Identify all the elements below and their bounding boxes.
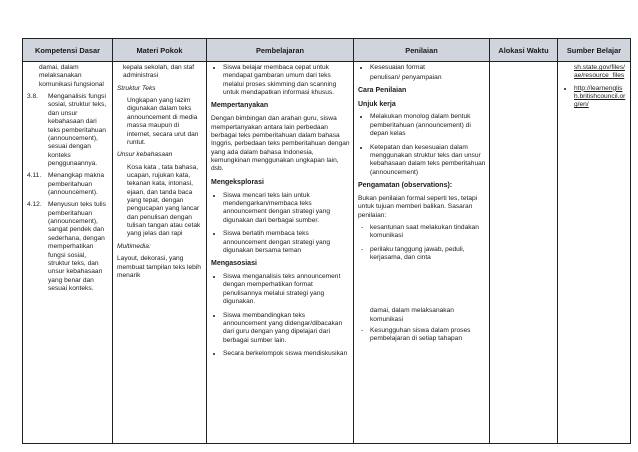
header-row (23, 39, 631, 62)
list-item: • Ketepatan dan kesesuaian dalam menggunakan struktur teks dan unsur kebahasaan dalam teks pemberitahuan (announcement) (370, 144, 486, 177)
mp-section-body: Kosa kata , tata bahasa, ucapan, rujukan kata, tekanan kata, intonasi, ejaan, dan tanda baca yang tepat, dengan pengucapan yang lancar dan penulisan dengan tulisan tangan atau cetak yang jelas dan rapi (127, 163, 201, 238)
list-item: • Secara berkelompok siswa mendiskusikan (223, 350, 350, 358)
pn-continuation: damai, dalam melaksanakan komunikasi (370, 307, 454, 323)
sb-list (562, 85, 627, 110)
pb-heading-mempertanyakan: Mempertanyakan (211, 102, 269, 110)
mp-section-title: Multimedia: (117, 242, 151, 250)
pn-paragraph: Bukan penilaian formal seperti tes, tetapi untuk tujuan memberi balikan. Sasaran penilaian: (358, 194, 478, 219)
kd-number: 4.12. (27, 201, 42, 209)
pn-list-sasaran (358, 224, 486, 262)
list-item (574, 85, 627, 110)
list-item: - Kesungguhan siswa dalam proses pembelajaran di setiap tahapan (370, 327, 486, 344)
header-kompetensi-dasar: Kompetensi Dasar (23, 39, 113, 62)
pn-heading-pengamatan: Pengamatan (observations): (358, 181, 453, 189)
pn-top-cont: penulisan/ penyampaian (370, 74, 442, 82)
kd-item (27, 201, 109, 293)
header-penilaian: Penilaian (354, 39, 490, 62)
header-materi-pokok: Materi Pokok (113, 39, 207, 62)
mp-section-body: Layout, dekorasi, yang membuat tampilan teks lebih menarik (117, 255, 201, 279)
cell-pembelajaran (207, 62, 354, 444)
list-item: • Siswa mencari teks lain untuk mendengarkan/membaca teks announcement dengan strategi yang digunakan dari berbagai sumber. (223, 192, 350, 225)
mp-continuation: kepala sekolah, dan staf administrasi (123, 64, 195, 80)
kd-text: Menangkap makna pemberitahuan (announcement). (48, 172, 105, 197)
syllabus-table (22, 38, 631, 444)
header-pembelajaran: Pembelajaran (207, 39, 354, 62)
cell-sumber-belajar (558, 62, 631, 444)
kd-item (27, 93, 109, 168)
pn-list-top (358, 64, 486, 72)
content-row (23, 62, 631, 444)
pb-list-intro (211, 64, 350, 97)
pb-heading-mengeksplorasi: Mengeksplorasi (211, 178, 264, 186)
mp-section-body: Ungkapan yang lazim digunakan dalam teks announcement di media massa maupun di internet, secara urut dan runtut. (127, 97, 199, 146)
pn-list-unjuk (358, 113, 486, 177)
cell-penilaian (354, 62, 490, 444)
resource-link[interactable]: sh.state.gov/files/ae/resource_files (574, 64, 625, 80)
kd-text: Menyusun teks tulis pemberitahuan (announcement), sangat pendek dan sederhana, dengan memperhatikan fungsi sosial, struktur teks, dan unsur kebahasaan yang benar dan sesuai konteks. (48, 201, 106, 292)
resource-link[interactable]: http://learnenglish.britishcouncil.org/en/ (574, 84, 626, 109)
list-item: • Siswa berlatih membaca teks announcement dengan strategi yang digunakan bersama teman (223, 230, 350, 255)
list-item: • Siswa belajar membaca cepat untuk mendapat gambaran umum dari teks melalui proses skimming dan scanning untuk mendapatkan informasi khusus. (223, 64, 350, 97)
pb-list-asosiasi (211, 273, 350, 358)
header-sumber-belajar: Sumber Belajar (558, 39, 631, 62)
kd-text: Menganalisis fungsi sosial, struktur teks, dan unsur kebahasaan dari teks pemberitahuan (announcement), sesuai dengan konteks penggunaannya. (48, 93, 107, 167)
list-item: • Kesesuaian format (370, 64, 486, 72)
pb-heading-mengasosiasi: Mengasosiasi (211, 260, 257, 268)
kd-item (27, 172, 109, 197)
kd-number: 4.11. (27, 172, 42, 180)
kd-number: 3.8. (27, 93, 38, 101)
cell-kompetensi-dasar (23, 62, 113, 444)
cell-materi-pokok (113, 62, 207, 444)
list-item: - perilaku tanggung jawab, peduli, kerjasama, dan cinta (370, 246, 486, 263)
cell-alokasi-waktu (490, 62, 558, 444)
mp-section-title: Unsur kebahasaan (117, 151, 173, 159)
list-item: • Siswa menganalisis teks announcement dengan memperhatikan format penulisannya melalui strategi yang digunakan. (223, 273, 350, 306)
pn-heading-unjuk: Unjuk kerja (358, 100, 396, 108)
pn-heading-cara: Cara Penilaian (358, 86, 407, 94)
kd-continuation: damai, dalam melaksanakan komunikasi fungsional (39, 64, 104, 88)
list-item: - kesantunan saat melakukan tindakan komunikasi (370, 224, 486, 241)
mp-section-title: Struktur Teks (117, 84, 156, 92)
list-item: • Melakukan monolog dalam bentuk pemberitahuan (announcement) di depan kelas (370, 113, 486, 138)
header-alokasi-waktu: Alokasi Waktu (490, 39, 558, 62)
pn-list-kesungguhan (358, 327, 486, 344)
pb-paragraph: Dengan bimbingan dan arahan guru, siswa mempertanyakan antara lain perbedaan berbagai teks pemberitahuan dalam bahasa Inggris, perbedaan teks pemberitahuan dengan yang ada dalam bahasa Indonesia, kemungkinan menggunakan ungkapan lain, dsb. (211, 115, 350, 173)
pb-list-eksplorasi (211, 192, 350, 256)
list-item: • Siswa membandingkan teks announcement yang didengar/dibacakan dari guru dengan yang dipelajari dari berbagai sumber lain. (223, 312, 350, 345)
spacer (358, 267, 486, 307)
